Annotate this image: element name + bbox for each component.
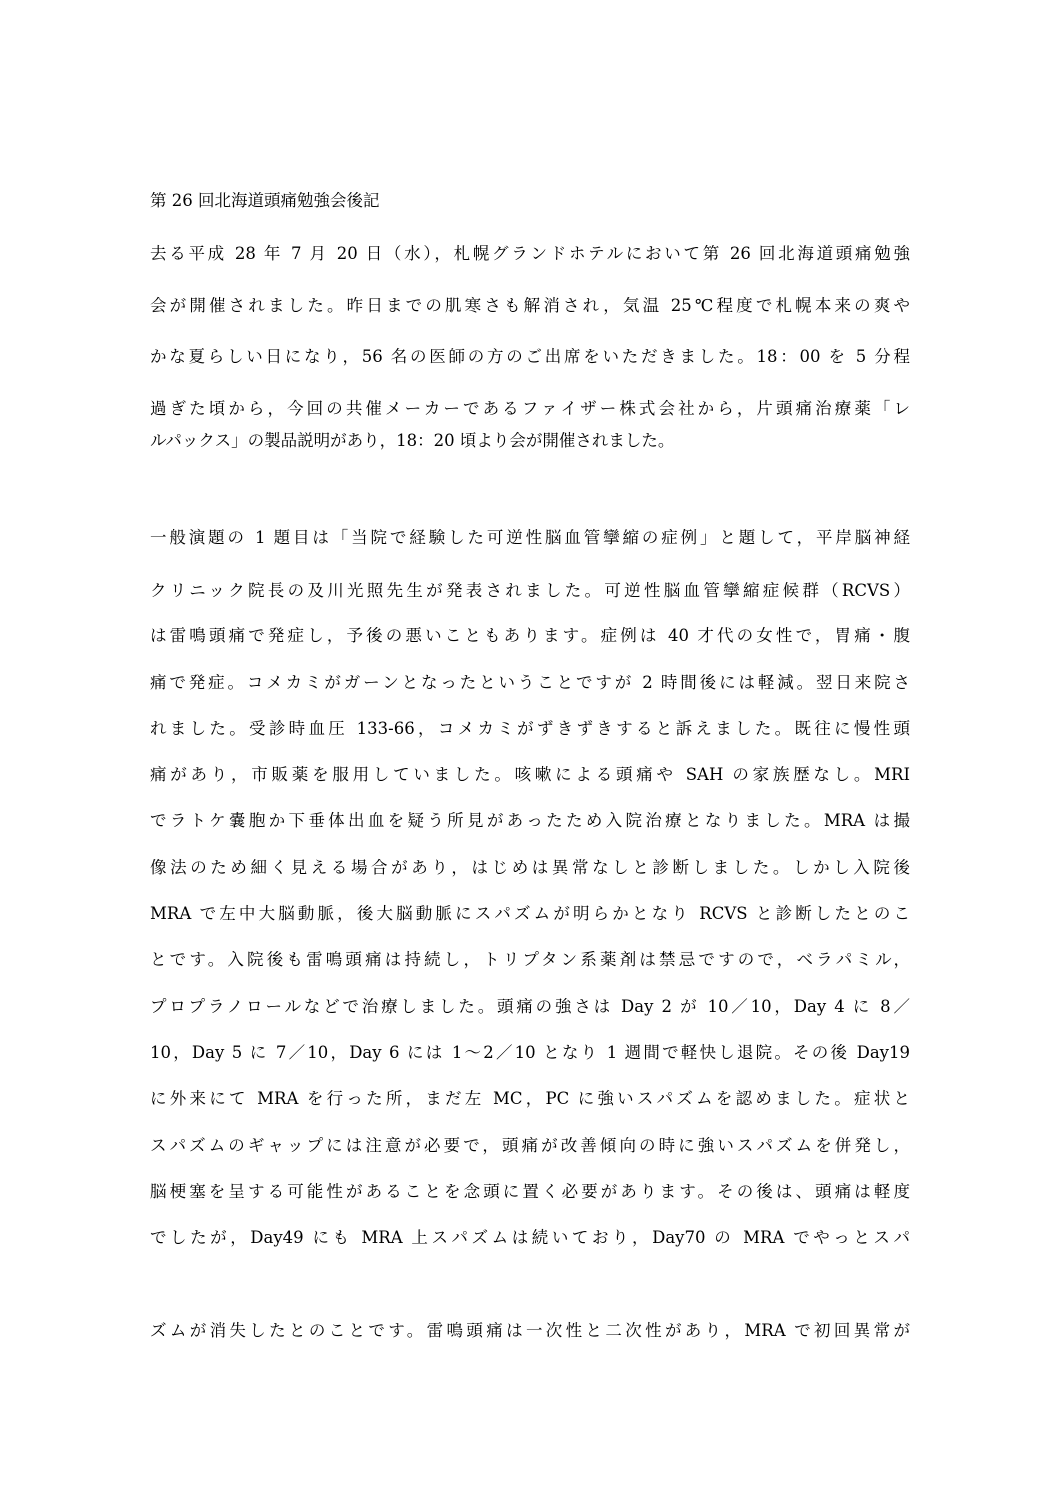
text-line: 会が開催されました。昨日までの肌寒さも解消され，気温 25℃程度で札幌本来の爽や: [150, 296, 910, 315]
text-line: プロプラノロールなどで治療しました。頭痛の強さは Day 2 が 10／10，Day 4 に 8／: [150, 997, 910, 1016]
text-line: 像法のため細く見える場合があり，はじめは異常なしと診断しました。しかし入院後: [150, 858, 910, 877]
text-line: かな夏らしい日になり，56 名の医師の方のご出席をいただきました。18：00 を 5 分程: [150, 347, 910, 366]
text-line: とです。入院後も雷鳴頭痛は持続し，トリプタン系薬剤は禁忌ですので，ベラパミル，: [150, 950, 910, 969]
text-line: は雷鳴頭痛で発症し，予後の悪いこともあります。症例は 40 才代の女性で，胃痛・腹: [150, 626, 910, 645]
text-line: でラトケ嚢胞か下垂体出血を疑う所見があったため入院治療となりました。MRA は撮: [150, 811, 910, 830]
text-line: 一般演題の 1 題目は「当院で経験した可逆性脳血管攣縮の症例」と題して，平岸脳神経: [150, 528, 910, 547]
text-line: に外来にて MRA を行った所，まだ左 MC，PC に強いスパズムを認めました。症状と: [150, 1089, 910, 1108]
text-line: MRA で左中大脳動脈，後大脳動脈にスパズムが明らかとなり RCVS と診断したとのこ: [150, 904, 910, 923]
text-line: 10，Day 5 に 7／10，Day 6 には 1～2／10 となり 1 週間で軽快し退院。その後 Day19: [150, 1043, 910, 1062]
text-line: ルパックス」の製品説明があり，18：20 頃より会が開催されました。: [150, 431, 675, 450]
text-line: 去る平成 28 年 7 月 20 日（水），札幌グランドホテルにおいて第 26 回北海道頭痛勉強: [150, 244, 910, 263]
text-line: 過ぎた頃から，今回の共催メーカーであるファイザー株式会社から，片頭痛治療薬「レ: [150, 399, 910, 418]
text-line: 脳梗塞を呈する可能性があることを念頭に置く必要があります。その後は、頭痛は軽度: [150, 1182, 910, 1201]
text-line: でしたが，Day49 にも MRA 上スパズムは続いており，Day70 の MRA でやっとスパ: [150, 1228, 910, 1247]
text-line: 痛があり，市販薬を服用していました。咳嗽による頭痛や SAH の家族歴なし。MRI: [150, 765, 910, 784]
text-line: れました。受診時血圧 133-66，コメカミがずきずきすると訴えました。既往に慢性頭: [150, 719, 910, 738]
text-line: 痛で発症。コメカミがガーンとなったということですが 2 時間後には軽減。翌日来院さ: [150, 673, 910, 692]
document-title: 第 26 回北海道頭痛勉強会後記: [150, 191, 380, 210]
text-line: ズムが消失したとのことです。雷鳴頭痛は一次性と二次性があり，MRA で初回異常が: [150, 1321, 910, 1340]
text-line: スパズムのギャップには注意が必要で，頭痛が改善傾向の時に強いスパズムを併発し，: [150, 1136, 910, 1155]
text-line: クリニック院長の及川光照先生が発表されました。可逆性脳血管攣縮症候群（RCVS）: [150, 581, 910, 600]
